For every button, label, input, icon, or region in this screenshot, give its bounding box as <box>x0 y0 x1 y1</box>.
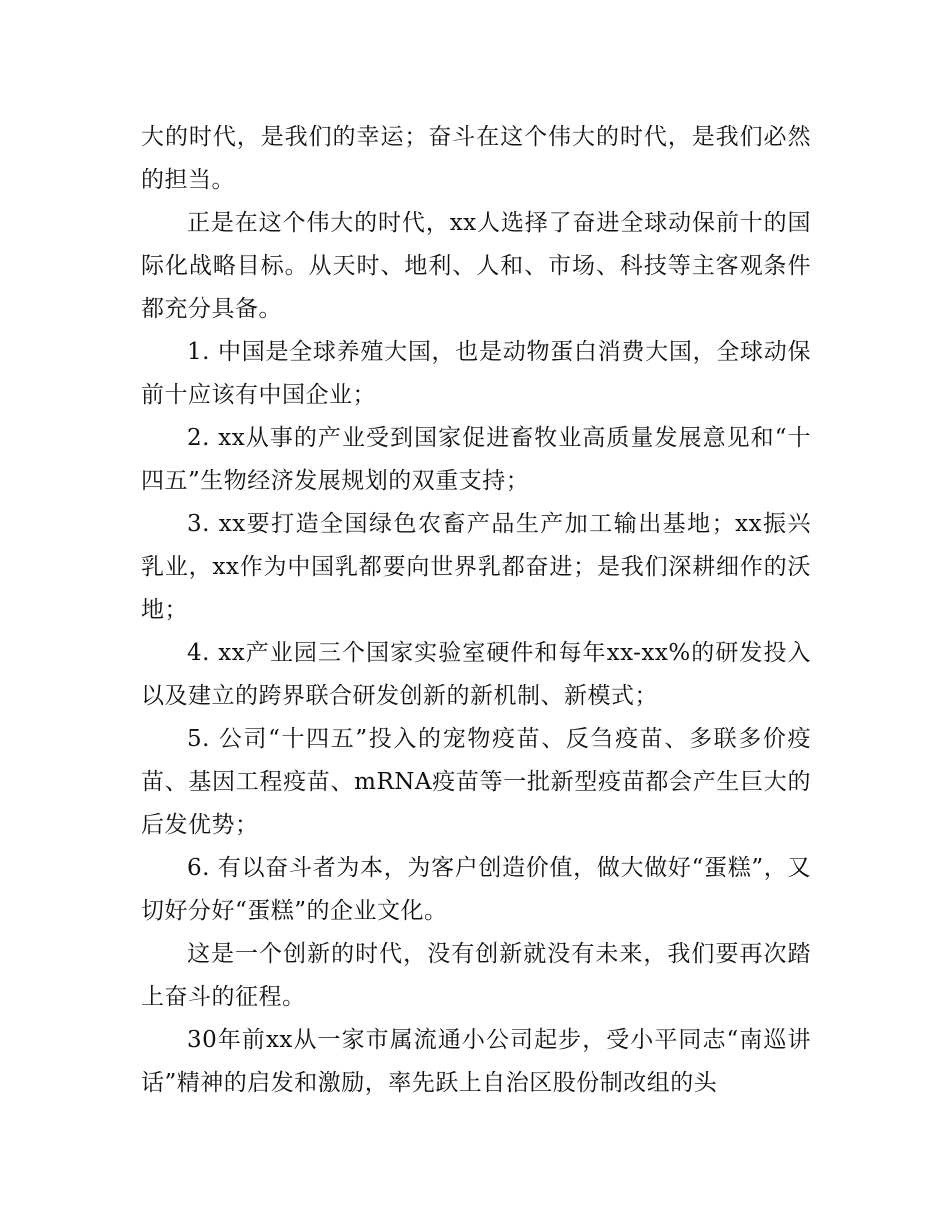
list-item-6: 6. 有以奋斗者为本，为客户创造价值，做大做好“蛋糕”，又切好分好“蛋糕”的企业文化。 <box>141 855 811 924</box>
document-body <box>141 116 811 1105</box>
list-item-5: 5. 公司“十四五”投入的宠物疫苗、反刍疫苗、多联多价疫苗、基因工程疫苗、mRNA疫苗等一批新型疫苗都会产生巨大的后发优势； <box>141 726 811 838</box>
list-item-2: 2. xx从事的产业受到国家促进畜牧业高质量发展意见和“十四五”生物经济发展规划的双重支持； <box>141 425 811 494</box>
paragraph-1: 大的时代，是我们的幸运；奋斗在这个伟大的时代，是我们必然的担当。 <box>141 124 811 193</box>
paragraph-3: 这是一个创新的时代，没有创新就没有未来，我们要再次踏上奋斗的征程。 <box>141 941 811 1010</box>
list-item-3: 3. xx要打造全国绿色农畜产品生产加工输出基地；xx振兴乳业，xx作为中国乳都要向世界乳都奋进；是我们深耕细作的沃地； <box>141 511 811 623</box>
list-item-4: 4. xx产业园三个国家实验室硬件和每年xx-xx%的研发投入以及建立的跨界联合研发创新的新机制、新模式； <box>141 640 811 709</box>
list-item-1: 1. 中国是全球养殖大国，也是动物蛋白消费大国，全球动保前十应该有中国企业； <box>141 339 811 408</box>
paragraph-2: 正是在这个伟大的时代，xx人选择了奋进全球动保前十的国际化战略目标。从天时、地利、人和、市场、科技等主客观条件都充分具备。 <box>141 210 811 322</box>
paragraph-4: 30年前xx从一家市属流通小公司起步，受小平同志“南巡讲话”精神的启发和激励，率先跃上自治区股份制改组的头 <box>141 1027 811 1096</box>
